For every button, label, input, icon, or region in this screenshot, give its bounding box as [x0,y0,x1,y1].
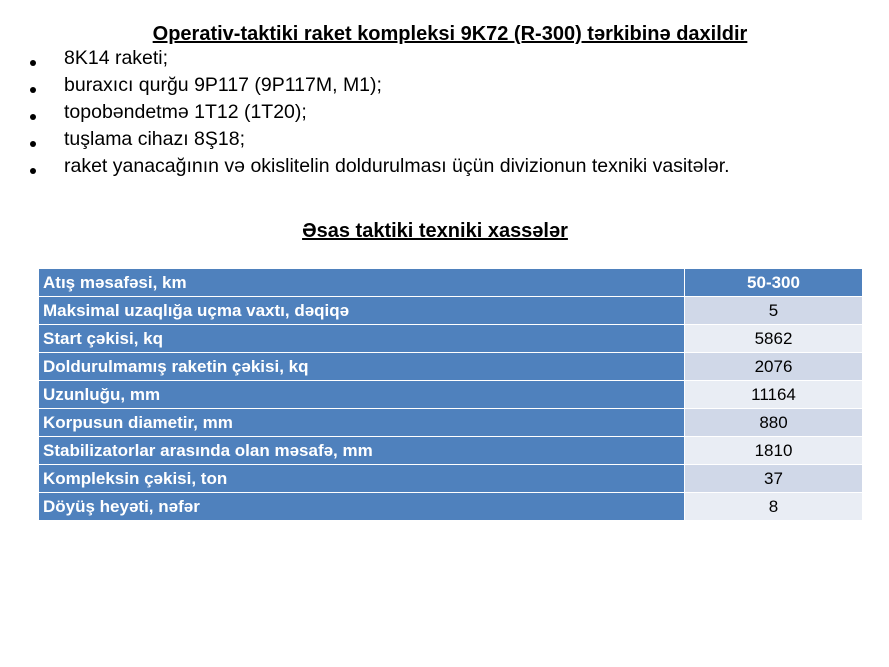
table-row [39,325,863,353]
spec-value: 1810 [685,437,863,465]
table-row [39,493,863,521]
specs-table [38,268,863,521]
spec-label: Start çəkisi, kq [39,325,685,353]
list-item [0,99,730,126]
bullet-icon [30,141,36,147]
table-row [39,381,863,409]
spec-label: Korpusun diametir, mm [39,409,685,437]
spec-label: Stabilizatorlar arasında olan məsafə, mm [39,437,685,465]
spec-value: 50-300 [685,269,863,297]
table-row [39,437,863,465]
list-item [0,126,730,153]
spec-label: Uzunluğu, mm [39,381,685,409]
list-item-text: tuşlama cihazı 8Ş18; [64,128,246,150]
spec-label: Kompleksin çəkisi, ton [39,465,685,493]
table-row [39,297,863,325]
bullet-icon [30,168,36,174]
section-title: Əsas taktiki texniki xassələr [302,220,568,242]
table-row [39,409,863,437]
spec-value: 37 [685,465,863,493]
bullet-icon [30,60,36,66]
spec-value: 5862 [685,325,863,353]
spec-value: 880 [685,409,863,437]
list-item-text: buraxıcı qurğu 9P117 (9P117M, M1); [64,74,382,96]
spec-label: Atış məsafəsi, km [39,269,685,297]
spec-label: Doldurulmamış raketin çəkisi, kq [39,353,685,381]
spec-label: Maksimal uzaqlığa uçma vaxtı, dəqiqə [39,297,685,325]
spec-label: Döyüş heyəti, nəfər [39,493,685,521]
list-item-text: raket yanacağının və okislitelin doldurulması üçün divizionun texniki vasitələr. [64,155,730,177]
list-item [0,72,730,99]
list-item [0,153,730,180]
list-item-text: topobəndetmə 1T12 (1T20); [64,101,307,123]
component-list [0,45,730,180]
spec-value: 8 [685,493,863,521]
spec-value: 5 [685,297,863,325]
bullet-icon [30,87,36,93]
table-row [39,465,863,493]
page-title: Operativ-taktiki raket kompleksi 9K72 (R-300) tərkibinə daxildir [152,23,748,45]
spec-value: 2076 [685,353,863,381]
table-row [39,353,863,381]
list-item-text: 8K14 raketi; [64,47,169,69]
spec-value: 11164 [685,381,863,409]
table-row [39,269,863,297]
list-item [0,45,730,72]
bullet-icon [30,114,36,120]
